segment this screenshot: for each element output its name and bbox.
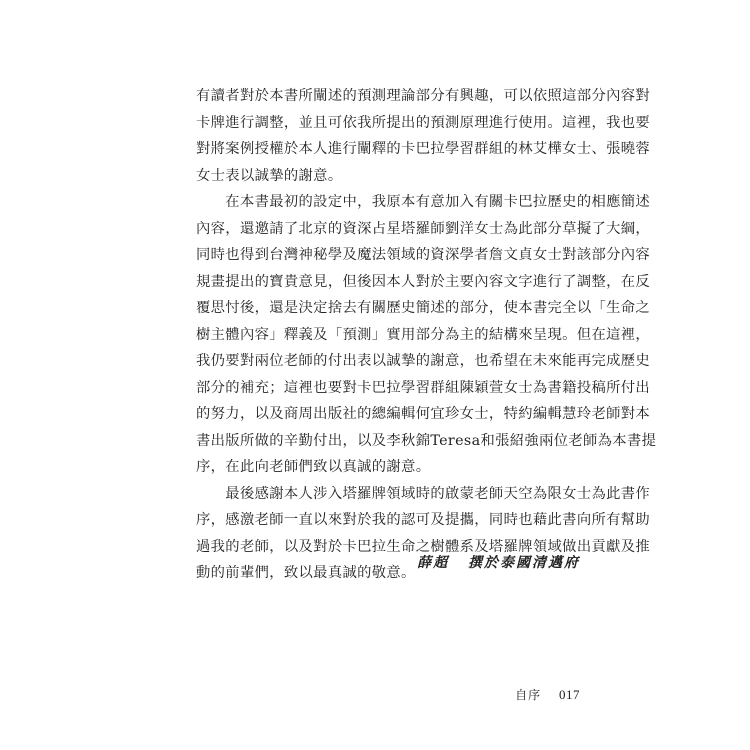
text-line: 動的前輩們，致以最真誠的敬意。 [196, 565, 416, 581]
text-line: 樹主體內容」釋義及「預測」實用部分為主的結構來呈現。但在這裡， [196, 326, 651, 343]
text-line: 對將案例授權於本人進行闡釋的卡巴拉學習群組的林艾樺女士、張曉蓉 [196, 141, 651, 157]
text-line: 我仍要對兩位老師的付出表以誠摯的謝意，也希望在未來能再完成歷史 [196, 353, 651, 369]
author-signature [380, 552, 580, 572]
text-line: 在本書最初的設定中，我原本有意加入有關卡巴拉歷史的相應簡述 [196, 194, 651, 210]
text-line: 序，感激老師一直以來對於我的認可及提攜，同時也藉此書向所有幫助 [196, 512, 651, 528]
text-line: 書出版所做的辛勤付出，以及李秋錦Teresa和張紹強兩位老師為本書提 [196, 432, 657, 449]
text-line: 過我的老師，以及對於卡巴拉生命之樹體系及塔羅牌領域做出貢獻及推 [196, 538, 651, 555]
preface-body [196, 83, 657, 587]
text-line: 同時也得到台灣神秘學及魔法領域的資深學者詹文貞女士對該部分內容 [196, 247, 651, 263]
page-footer [470, 686, 580, 703]
text-line: 部分的補充；這裡也要對卡巴拉學習群組陳穎萱女士為書籍投稿所付出 [196, 379, 651, 396]
text-line: 覆思忖後，還是決定捨去有關歷史簡述的部分，使本書完全以「生命之 [196, 300, 651, 316]
text-line: 女士表以誠摯的謝意。 [196, 167, 343, 184]
text-line: 規畫提出的寶貴意見，但後因本人對於主要內容文字進行了調整，在反 [196, 273, 651, 290]
text-line: 的努力，以及商周出版社的總編輯何宜珍女士，特約編輯慧玲老師對本 [196, 406, 651, 422]
text-line: 序，在此向老師們致以真誠的謝意。 [196, 459, 431, 475]
author-name: 薛超 [417, 555, 450, 571]
page-number: 017 [559, 687, 580, 702]
text-line: 卡牌進行調整，並且可依我所提出的預測原理進行使用。這裡，我也要 [196, 114, 651, 131]
text-line: 最後感謝本人涉入塔羅牌領域時的啟蒙老師天空為限女士為此書作 [196, 485, 651, 502]
text-line: 內容，還邀請了北京的資深占星塔羅師劉洋女士為此部分草擬了大綱， [196, 220, 651, 237]
signature-place: 撰於泰國清邁府 [468, 555, 580, 571]
section-label: 自序 [515, 688, 542, 702]
text-line: 有讀者對於本書所闡述的預測理論部分有興趣，可以依照這部分內容對 [196, 88, 651, 104]
